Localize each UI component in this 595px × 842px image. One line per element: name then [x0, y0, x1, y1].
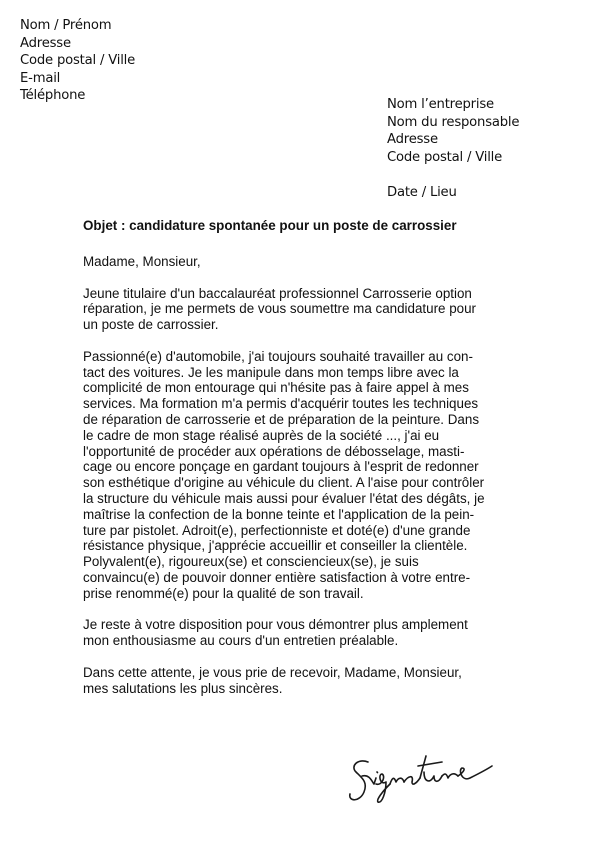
recipient-manager: Nom du responsable — [387, 114, 520, 130]
body-paragraph — [83, 349, 523, 602]
sender-postal-city: Code postal / Ville — [20, 53, 136, 69]
body-line: la structure du véhicule mais aussi pour évaluer l'état des dégâts, je — [83, 490, 485, 506]
body-line: prise renommé(e) pour la qualité de son travail. — [83, 585, 364, 601]
letter-subject: Objet : candidature spontanée pour un poste de carrossier — [83, 218, 457, 233]
body-line: réparation, je me permets de vous soumettre ma candidature pour — [83, 301, 476, 317]
body-line: le cadre de mon stage réalisé auprès de la société ..., j'ai eu — [83, 427, 440, 443]
body-line: un poste de carrossier. — [83, 317, 219, 333]
body-line: Polyvalent(e), rigoureux(se) et consciencieux(se), je suis — [83, 554, 419, 570]
body-line: convaincu(e) de pouvoir donner entière satisfaction à votre entre- — [83, 569, 471, 585]
sender-name: Nom / Prénom — [20, 18, 112, 33]
body-line: mes salutations les plus sincères. — [83, 680, 283, 696]
body-line: résistance physique, j'apprécie accueillir et conseiller la clientèle. — [83, 538, 468, 554]
recipient-address: Adresse — [387, 132, 438, 148]
sender-email: E-mail — [20, 70, 61, 86]
salutation — [83, 254, 523, 270]
body-line: complicité de mon entourage qui n'hésite pas à faire appel à mes — [83, 380, 469, 396]
paragraphs — [83, 286, 523, 697]
body-line: Jeune titulaire d'un baccalauréat professionnel Carrosserie option — [83, 285, 472, 301]
body-line: maîtrise la confection de la bonne teinte et l'application de la pein- — [83, 506, 475, 522]
body-line: mon enthousiasme au cours d'un entretien préalable. — [83, 633, 399, 649]
body-line: cage ou encore ponçage en gardant toujours à l'esprit de redonner — [83, 459, 479, 475]
body-line: l'opportunité de procéder aux opérations de débosselage, masti- — [83, 443, 465, 459]
recipient-company: Nom l’entreprise — [387, 97, 494, 112]
body-paragraph — [83, 665, 523, 697]
letter-body — [83, 254, 523, 712]
body-line: services. Ma formation m'a permis d'acquérir toutes les techniques — [83, 396, 479, 412]
date-place: Date / Lieu — [387, 184, 457, 200]
body-line: Passionné(e) d'automobile, j'ai toujours souhaité travailler au con- — [83, 348, 473, 364]
handwritten-signature — [346, 752, 496, 810]
recipient-gap — [387, 166, 519, 184]
body-line: tact des voitures. Je les manipule dans mon temps libre avec la — [83, 364, 459, 380]
salutation-text: Madame, Monsieur, — [83, 254, 201, 269]
body-line: ture par pistolet. Adroit(e), perfectionniste et doté(e) d'une grande — [83, 522, 471, 538]
body-paragraph — [83, 617, 523, 649]
body-line: Je reste à votre disposition pour vous démontrer plus amplement — [83, 617, 468, 633]
sender-block — [20, 17, 135, 105]
recipient-postal-city: Code postal / Ville — [387, 149, 503, 165]
body-line: de réparation de carrosserie et de préparation de la peinture. Dans — [83, 411, 480, 427]
sender-address: Adresse — [20, 35, 71, 51]
recipient-block — [387, 96, 519, 202]
sender-phone: Téléphone — [20, 88, 86, 104]
body-line: son esthétique d'origine au véhicule du client. A l'aise pour contrôler — [83, 475, 485, 491]
body-line: Dans cette attente, je vous prie de recevoir, Madame, Monsieur, — [83, 664, 462, 680]
body-paragraph — [83, 286, 523, 333]
